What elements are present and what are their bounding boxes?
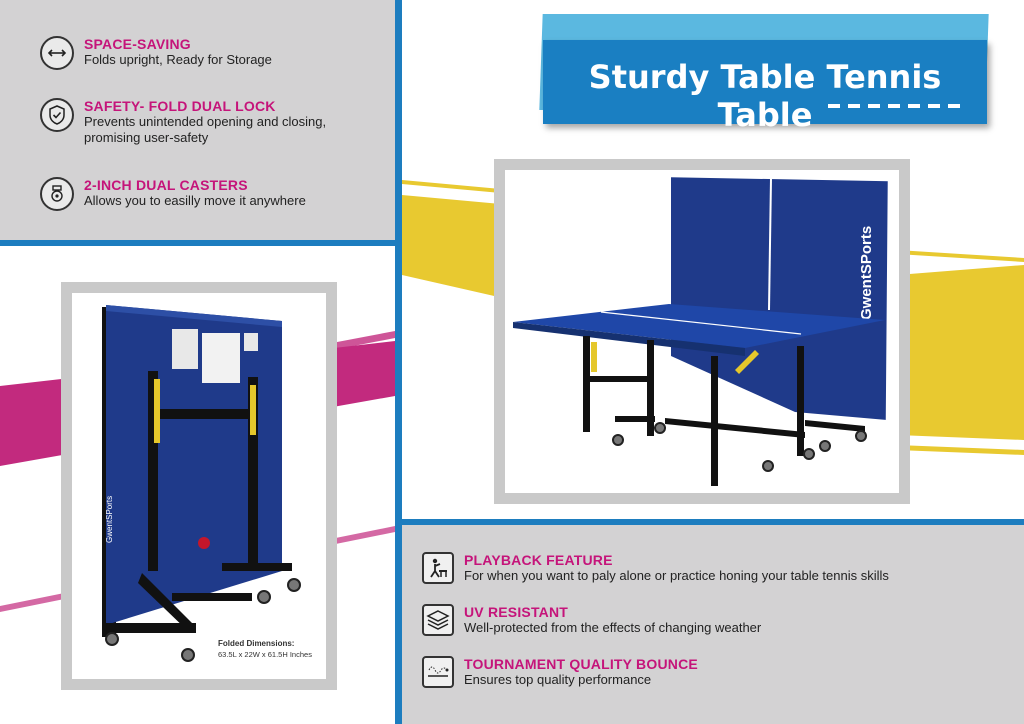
vertical-divider [395,0,402,724]
feature-title: PLAYBACK FEATURE [464,552,613,568]
caster-wheel-icon [40,177,74,211]
feature-uv-resistant [422,604,761,636]
feature-title: TOURNAMENT QUALITY BOUNCE [464,656,698,672]
feature-desc: Well-protected from the effects of changing weather [464,620,762,635]
feature-space-saving [40,36,272,70]
double-arrow-icon [40,36,74,70]
layers-icon [422,604,454,636]
page-title: Sturdy Table Tennis Table [588,58,942,134]
folded-table-photo [72,293,326,679]
brand-text-upright: GwentSPorts [858,225,875,320]
feature-desc: Allows you to easilly move it anywhere [84,193,306,208]
feature-desc: Prevents unintended opening and closing, promising user-safety [84,114,327,145]
feature-title: 2-INCH DUAL CASTERS [84,177,248,193]
feature-title: SAFETY- FOLD DUAL LOCK [84,98,276,114]
feature-desc: For when you want to paly alone or practice honing your table tennis skills [464,568,889,583]
folded-table-illustration [72,293,326,679]
feature-title: UV RESISTANT [464,604,569,620]
shield-check-icon [40,98,74,132]
feature-playback [422,552,889,584]
folded-dimensions-value: 63.5L x 22W x 61.5H Inches [218,650,312,659]
player-icon [422,552,454,584]
brand-text: GwentSPorts [105,495,114,543]
folded-dimensions-label: Folded Dimensions: [218,639,295,648]
bounce-icon [422,656,454,688]
open-table-illustration [505,170,899,493]
feature-desc: Folds upright, Ready for Storage [84,52,272,67]
feature-casters [40,177,306,211]
feature-safety-lock [40,98,364,146]
title-dashes [828,104,968,108]
feature-title: SPACE-SAVING [84,36,191,52]
open-table-photo [505,170,899,493]
feature-desc: Ensures top quality performance [464,672,652,687]
feature-bounce [422,656,698,688]
